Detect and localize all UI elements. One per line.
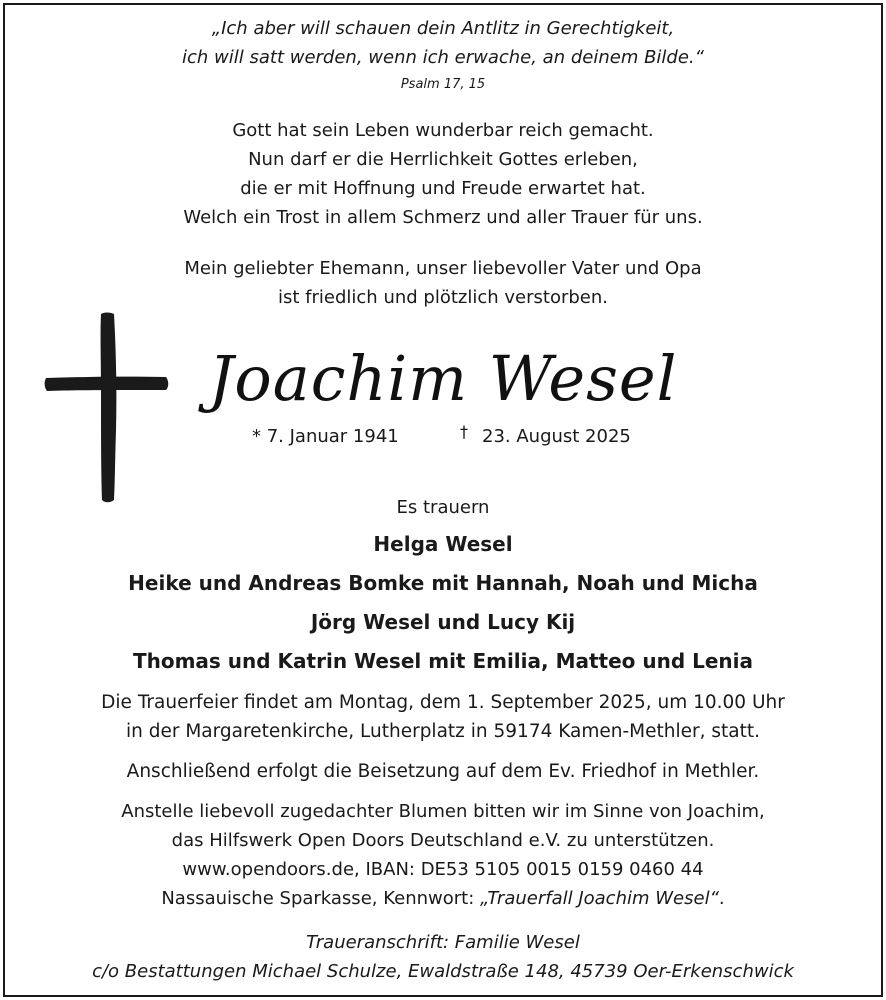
psalm-quote-line-1: „Ich aber will schauen dein Antlitz in Gerechtigkeit, (211, 18, 675, 39)
burial-line: Anschließend erfolgt die Beisetzung auf dem Ev. Friedhof in Methler. (126, 761, 760, 782)
donation-bank: Nassauische Sparkasse, Kennwort: (161, 888, 480, 909)
death-cross-icon: † (460, 422, 468, 441)
donation-suffix: . (718, 888, 725, 909)
service-line: in der Margaretenkirche, Lutherplatz in 59174 Kamen-Methler, statt. (125, 721, 761, 742)
donation-line-1: Anstelle liebevoll zugedachter Blumen bitten wir im Sinne von Joachim, (121, 801, 765, 822)
announcement-line: ist friedlich und plötzlich verstorben. (278, 287, 608, 308)
mourner-name: Heike und Andreas Bomke mit Hannah, Noah und Micha (128, 571, 758, 595)
birth-date: * 7. Januar 1941 (252, 426, 399, 447)
mourner-name: Helga Wesel (373, 532, 513, 556)
deceased-name: Joachim Wesel (208, 342, 678, 415)
donation-line-2: das Hilfswerk Open Doors Deutschland e.V. zu unterstützen. (171, 830, 715, 851)
mourner-name: Thomas und Katrin Wesel mit Emilia, Matteo und Lenia (132, 649, 754, 673)
mourners-intro: Es trauern (396, 497, 490, 518)
psalm-quote-line-2: ich will satt werden, wenn ich erwache, an deinem Bilde.“ (182, 47, 704, 68)
donation-line-3: www.opendoors.de, IBAN: DE53 5105 0015 0159 0460 44 (182, 859, 704, 880)
address-line-2: c/o Bestattungen Michael Schulze, Ewaldstraße 148, 45739 Oer-Erkenschwick (92, 961, 794, 982)
poem-line: Nun darf er die Herrlichkeit Gottes erleben, (248, 149, 638, 170)
announcement-line: Mein geliebter Ehemann, unser liebevoller Vater und Opa (184, 258, 702, 279)
poem-line: Welch ein Trost in allem Schmerz und aller Trauer für uns. (183, 207, 703, 228)
donation-keyword: „Trauerfall Joachim Wesel“ (479, 888, 719, 909)
address-line-1: Traueranschrift: Familie Wesel (306, 932, 580, 953)
service-line: Die Trauerfeier findet am Montag, dem 1. September 2025, um 10.00 Uhr (101, 692, 785, 713)
poem-line: die er mit Hoffnung und Freude erwartet hat. (240, 178, 646, 199)
donation-line-4 (0, 890, 886, 908)
poem-line: Gott hat sein Leben wunderbar reich gemacht. (232, 120, 654, 141)
mourner-name: Jörg Wesel und Lucy Kij (310, 610, 576, 634)
death-date: 23. August 2025 (482, 426, 631, 447)
psalm-reference: Psalm 17, 15 (400, 77, 486, 92)
